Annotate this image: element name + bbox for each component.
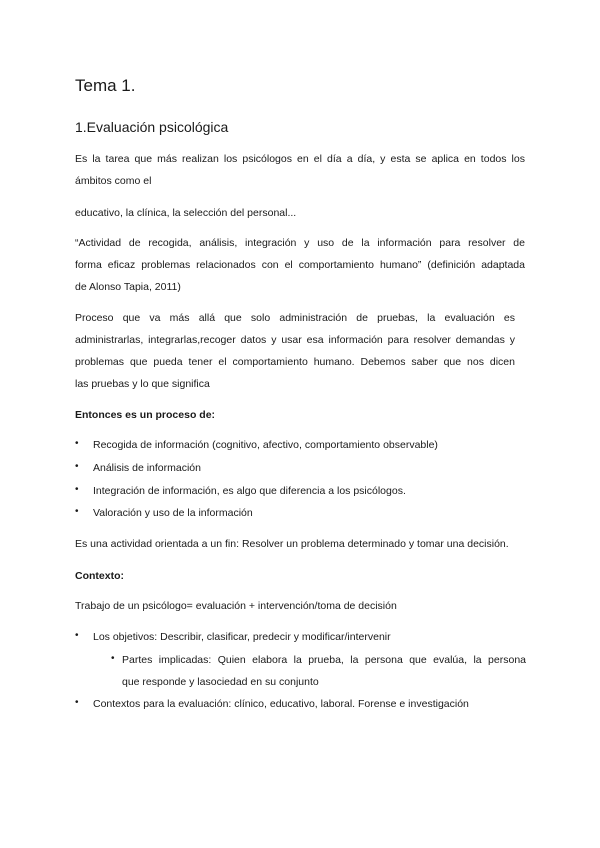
quote-line-2: forma eficaz problemas relacionados con el comportamiento humano” (definición adaptada <box>75 259 525 271</box>
process-heading: Entonces es un proceso de: <box>75 409 216 421</box>
list-item: Los objetivos: Describir, clasificar, predecir y modificar/intervenir <box>93 631 391 643</box>
intro-line-3: educativo, la clínica, la selección del personal... <box>75 207 297 219</box>
work-line: Trabajo de un psicólogo= evaluación + intervención/toma de decisión <box>75 600 397 612</box>
section-heading: 1.Evaluación psicológica <box>75 119 229 135</box>
bullet-icon: • <box>75 697 79 708</box>
page-title: Tema 1. <box>75 76 136 95</box>
quote-line-1: “Actividad de recogida, análisis, integración y uso de la información para resolver de <box>75 237 525 249</box>
process-line-1: Proceso que va más allá que solo administración de pruebas, la evaluación es <box>75 312 515 324</box>
bullet-icon: • <box>75 461 79 472</box>
bullet-icon: • <box>75 506 79 517</box>
process-line-3: problemas que pueda tener el comportamiento humano. Debemos saber que nos dicen <box>75 356 515 368</box>
bullet-icon: • <box>111 653 115 664</box>
intro-line-1: Es la tarea que más realizan los psicólogos en el día a día, y esta se aplica en todos los <box>75 153 525 165</box>
bullet-icon: • <box>75 438 79 449</box>
intro-line-2: ámbitos como el <box>75 175 152 187</box>
list-item: que responde y lasociedad en su conjunto <box>122 676 319 688</box>
process-line-4: las pruebas y lo que significa <box>75 378 210 390</box>
list-item: Contextos para la evaluación: clínico, educativo, laboral. Forense e investigación <box>93 698 469 710</box>
context-heading: Contexto: <box>75 570 124 582</box>
quote-line-3: de Alonso Tapia, 2011) <box>75 281 181 293</box>
process-line-2: administrarlas, integrarlas,recoger datos y usar esa información para resolver demandas y <box>75 334 515 346</box>
bullet-icon: • <box>75 484 79 495</box>
list-item: Partes implicadas: Quien elabora la prueba, la persona que evalúa, la persona <box>122 654 526 666</box>
bullet-icon: • <box>75 630 79 641</box>
list-item: Recogida de información (cognitivo, afectivo, comportamiento observable) <box>93 439 438 451</box>
list-item: Integración de información, es algo que diferencia a los psicólogos. <box>93 485 406 497</box>
activity-text: Es una actividad orientada a un fin: Resolver un problema determinado y tomar una decisión. <box>75 538 509 550</box>
list-item: Valoración y uso de la información <box>93 507 253 519</box>
list-item: Análisis de información <box>93 462 201 474</box>
